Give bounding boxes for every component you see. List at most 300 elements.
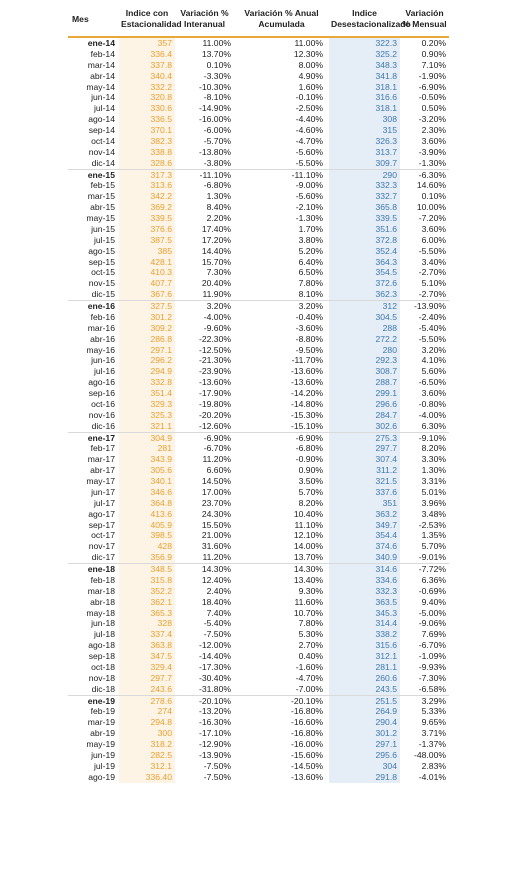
cell-mes: jul-19 xyxy=(93,760,115,771)
cell-variacion-mensual: 7.69% xyxy=(421,629,446,640)
table-row xyxy=(68,421,449,432)
cell-indice-desestacionalizado: 307.4 xyxy=(329,454,400,465)
table-row xyxy=(68,575,449,586)
cell-variacion-mensual: 6.36% xyxy=(421,574,446,585)
cell-variacion-anual-acumulada: -9.50% xyxy=(295,344,323,355)
cell-indice-con-estacionalidad: 329.4 xyxy=(119,662,175,673)
cell-variacion-mensual: -6.58% xyxy=(418,683,446,694)
cell-indice-desestacionalizado: 352.4 xyxy=(329,246,400,257)
cell-variacion-interanual: -6.80% xyxy=(203,180,231,191)
cell-variacion-anual-acumulada: 14.30% xyxy=(234,564,329,575)
cell-variacion-anual-acumulada: 8.20% xyxy=(298,497,323,508)
cell-variacion-anual-acumulada: -16.60% xyxy=(290,717,323,728)
cell-variacion-mensual: 4.10% xyxy=(421,355,446,366)
cell-variacion-anual-acumulada: 8.00% xyxy=(298,59,323,70)
cell-variacion-anual-acumulada: -5.50% xyxy=(295,157,323,168)
cell-variacion-anual-acumulada: -4.60% xyxy=(295,125,323,135)
cell-variacion-mensual: 14.60% xyxy=(416,180,446,191)
cell-indice-desestacionalizado: 348.3 xyxy=(329,60,400,71)
cell-mes: ene-16 xyxy=(68,301,119,312)
cell-indice-desestacionalizado: 275.3 xyxy=(329,432,400,443)
cell-mes: abr-19 xyxy=(90,728,115,739)
cell-indice-con-estacionalidad: 336.4 xyxy=(119,49,175,60)
cell-variacion-mensual: 9.40% xyxy=(421,596,446,607)
cell-indice-desestacionalizado: 281.1 xyxy=(329,662,400,673)
cell-indice-con-estacionalidad: 347.5 xyxy=(119,651,175,662)
cell-mes: feb-17 xyxy=(90,443,115,454)
cell-variacion-interanual: 8.40% xyxy=(206,202,231,213)
cell-indice-con-estacionalidad: 340.1 xyxy=(119,476,175,487)
cell-indice-con-estacionalidad: 339.5 xyxy=(119,213,175,224)
cell-variacion-mensual: -0.50% xyxy=(418,92,446,103)
cell-variacion-interanual: -13.80% xyxy=(198,146,231,157)
table-row xyxy=(68,684,449,695)
cell-variacion-mensual: -1.90% xyxy=(418,70,446,81)
cell-variacion-mensual: 3.20% xyxy=(421,344,446,355)
cell-variacion-mensual: -9.93% xyxy=(418,661,446,672)
cell-indice-desestacionalizado: 288 xyxy=(329,323,400,334)
cell-mes: jun-18 xyxy=(91,618,115,629)
cell-mes: ago-18 xyxy=(88,640,115,651)
cell-indice-desestacionalizado: 304 xyxy=(329,761,400,772)
cell-indice-con-estacionalidad: 340.4 xyxy=(119,71,175,82)
table-row xyxy=(68,289,449,300)
cell-indice-con-estacionalidad: 376.6 xyxy=(119,224,175,235)
cell-indice-con-estacionalidad: 352.2 xyxy=(119,586,175,597)
cell-indice-desestacionalizado: 295.6 xyxy=(329,750,400,761)
cell-indice-desestacionalizado: 365.8 xyxy=(329,202,400,213)
cell-variacion-interanual: 11.90% xyxy=(202,289,231,300)
cell-variacion-anual-acumulada: 4.90% xyxy=(298,70,323,81)
header-indice-desestacionalizado: Indice Desestacionalizado xyxy=(331,8,411,29)
cell-indice-desestacionalizado: 308 xyxy=(329,114,400,125)
cell-variacion-mensual: -5.40% xyxy=(418,322,446,333)
header-variacion-mensual: Variación % Mensual xyxy=(402,8,447,29)
cell-variacion-mensual: -9.10% xyxy=(400,432,449,443)
cell-indice-desestacionalizado: 308.7 xyxy=(329,366,400,377)
cell-variacion-mensual: 10.00% xyxy=(416,202,446,213)
cell-variacion-anual-acumulada: -13.60% xyxy=(290,366,323,377)
cell-variacion-interanual: 12.40% xyxy=(201,574,231,585)
cell-variacion-interanual: -21.30% xyxy=(198,355,231,366)
cell-variacion-mensual: -6.30% xyxy=(400,169,449,180)
table-row xyxy=(68,257,449,268)
cell-variacion-interanual: -19.80% xyxy=(198,398,231,409)
cell-variacion-anual-acumulada: -2.50% xyxy=(295,103,323,114)
cell-variacion-mensual: -1.37% xyxy=(418,739,446,749)
table-row xyxy=(68,608,449,619)
table-row xyxy=(68,202,449,213)
cell-indice-con-estacionalidad: 330.6 xyxy=(119,103,175,114)
cell-indice-desestacionalizado: 315.6 xyxy=(329,640,400,651)
cell-indice-desestacionalizado: 251.5 xyxy=(329,695,400,706)
cell-variacion-anual-acumulada: -4.70% xyxy=(295,672,323,683)
cell-indice-desestacionalizado: 321.5 xyxy=(329,476,400,487)
cell-indice-con-estacionalidad: 365.3 xyxy=(119,608,175,619)
cell-indice-con-estacionalidad: 342.2 xyxy=(119,191,175,202)
table-row xyxy=(68,345,449,356)
cell-variacion-anual-acumulada: 3.80% xyxy=(298,234,323,245)
cell-indice-con-estacionalidad: 364.8 xyxy=(119,498,175,509)
table-row xyxy=(68,49,449,60)
table-row xyxy=(68,673,449,684)
cell-variacion-mensual: 3.60% xyxy=(421,135,446,146)
cell-indice-desestacionalizado: 272.2 xyxy=(329,334,400,345)
table-row xyxy=(68,552,449,563)
table-header xyxy=(68,2,449,37)
cell-mes: abr-14 xyxy=(90,70,115,81)
cell-mes: jul-17 xyxy=(93,497,115,508)
cell-indice-con-estacionalidad: 294.9 xyxy=(119,366,175,377)
cell-indice-con-estacionalidad: 338.8 xyxy=(119,147,175,158)
cell-variacion-interanual: 7.30% xyxy=(206,267,231,278)
cell-variacion-anual-acumulada: -7.00% xyxy=(295,683,323,694)
cell-variacion-anual-acumulada: 7.80% xyxy=(298,618,323,629)
cell-variacion-mensual: -1.09% xyxy=(418,651,446,661)
cell-mes: jul-18 xyxy=(93,629,115,640)
cell-mes: may-16 xyxy=(86,344,115,355)
cell-variacion-anual-acumulada: 5.30% xyxy=(298,629,323,640)
cell-mes: oct-14 xyxy=(91,135,115,146)
cell-variacion-mensual: 5.60% xyxy=(421,366,446,377)
cell-indice-con-estacionalidad: 281 xyxy=(119,443,175,454)
cell-indice-con-estacionalidad: 356.9 xyxy=(119,552,175,563)
cell-mes: may-19 xyxy=(86,739,115,749)
cell-variacion-anual-acumulada: -11.10% xyxy=(234,169,329,180)
table-row xyxy=(68,399,449,410)
table-row xyxy=(68,432,449,443)
cell-indice-desestacionalizado: 290 xyxy=(329,169,400,180)
table-row xyxy=(68,717,449,728)
cell-mes: ene-17 xyxy=(68,432,119,443)
cell-variacion-anual-acumulada: -14.50% xyxy=(290,760,323,771)
cell-variacion-anual-acumulada: -6.80% xyxy=(295,443,323,454)
cell-variacion-anual-acumulada: -15.10% xyxy=(290,420,323,431)
cell-variacion-interanual: -23.90% xyxy=(198,366,231,377)
cell-variacion-interanual: -16.30% xyxy=(198,717,231,728)
cell-variacion-anual-acumulada: -20.10% xyxy=(234,695,329,706)
cell-indice-desestacionalizado: 288.7 xyxy=(329,377,400,388)
cell-mes: ene-18 xyxy=(68,564,119,575)
cell-variacion-interanual: -14.40% xyxy=(198,651,231,661)
cell-mes: dic-18 xyxy=(91,683,115,694)
cell-variacion-interanual: -6.90% xyxy=(175,432,234,443)
cell-variacion-anual-acumulada: 13.40% xyxy=(293,574,323,585)
cell-variacion-mensual: 3.96% xyxy=(421,497,446,508)
cell-indice-desestacionalizado: 338.2 xyxy=(329,629,400,640)
cell-variacion-anual-acumulada: 11.00% xyxy=(294,38,323,48)
cell-indice-desestacionalizado: 363.5 xyxy=(329,597,400,608)
cell-variacion-anual-acumulada: -6.90% xyxy=(234,432,329,443)
cell-indice-con-estacionalidad: 336.5 xyxy=(119,114,175,125)
cell-variacion-anual-acumulada: 11.10% xyxy=(294,519,323,530)
table-row xyxy=(68,114,449,125)
cell-variacion-anual-acumulada: -4.40% xyxy=(295,114,323,125)
cell-variacion-interanual: -12.50% xyxy=(198,344,231,355)
cell-variacion-interanual: 14.40% xyxy=(201,245,231,256)
cell-variacion-anual-acumulada: 10.70% xyxy=(293,607,323,618)
table-row xyxy=(68,60,449,71)
cell-indice-con-estacionalidad: 348.5 xyxy=(119,564,175,575)
cell-mes: ene-15 xyxy=(68,169,119,180)
cell-variacion-interanual: -14.90% xyxy=(198,103,231,114)
cell-variacion-interanual: 18.40% xyxy=(201,596,231,607)
cell-mes: mar-15 xyxy=(87,191,115,202)
cell-mes: ene-19 xyxy=(68,695,119,706)
cell-indice-con-estacionalidad: 309.2 xyxy=(119,323,175,334)
cell-mes: sep-17 xyxy=(88,519,115,530)
cell-variacion-anual-acumulada: -16.80% xyxy=(290,728,323,739)
cell-variacion-interanual: -17.10% xyxy=(198,728,231,739)
cell-indice-desestacionalizado: 354.4 xyxy=(329,530,400,541)
cell-variacion-mensual: 3.30% xyxy=(421,454,446,465)
cell-mes: dic-14 xyxy=(91,157,115,168)
cell-variacion-anual-acumulada: 3.20% xyxy=(234,301,329,312)
cell-variacion-anual-acumulada: -16.00% xyxy=(290,739,323,749)
cell-indice-desestacionalizado: 296.6 xyxy=(329,399,400,410)
cell-variacion-interanual: -13.20% xyxy=(198,706,231,717)
cell-indice-con-estacionalidad: 337.8 xyxy=(119,60,175,71)
table-row xyxy=(68,564,449,575)
cell-variacion-interanual: -30.40% xyxy=(198,672,231,683)
cell-mes: jun-17 xyxy=(91,486,115,497)
cell-variacion-mensual: 0.50% xyxy=(421,103,446,114)
cell-variacion-interanual: 2.20% xyxy=(206,213,231,223)
cell-indice-desestacionalizado: 351 xyxy=(329,498,400,509)
cell-variacion-anual-acumulada: 0.40% xyxy=(298,651,323,661)
cell-variacion-interanual: -6.70% xyxy=(203,443,231,454)
cell-mes: jun-14 xyxy=(91,92,115,103)
cell-indice-con-estacionalidad: 382.3 xyxy=(119,136,175,147)
cell-indice-con-estacionalidad: 428.1 xyxy=(119,257,175,268)
cell-variacion-anual-acumulada: 5.70% xyxy=(298,486,323,497)
cell-indice-con-estacionalidad: 370.1 xyxy=(119,125,175,136)
cell-variacion-anual-acumulada: 6.50% xyxy=(298,267,323,278)
table-row xyxy=(68,739,449,750)
cell-variacion-anual-acumulada: -4.70% xyxy=(295,135,323,146)
cell-indice-desestacionalizado: 337.6 xyxy=(329,487,400,498)
cell-variacion-mensual: 0.20% xyxy=(421,38,446,48)
table-row xyxy=(68,388,449,399)
cell-indice-con-estacionalidad: 286.8 xyxy=(119,334,175,345)
cell-indice-desestacionalizado: 304.5 xyxy=(329,312,400,323)
cell-variacion-anual-acumulada: 5.20% xyxy=(298,245,323,256)
cell-variacion-mensual: 2.83% xyxy=(421,760,446,771)
cell-variacion-mensual: -2.70% xyxy=(418,267,446,278)
cell-variacion-interanual: 15.50% xyxy=(201,519,231,530)
cell-variacion-mensual: -0.69% xyxy=(418,585,446,596)
cell-mes: jun-19 xyxy=(91,749,115,760)
cell-variacion-mensual: -9.01% xyxy=(418,552,446,563)
cell-indice-con-estacionalidad: 410.3 xyxy=(119,267,175,278)
cell-indice-con-estacionalidad: 385 xyxy=(119,246,175,257)
cell-mes: jun-16 xyxy=(91,355,115,366)
cell-mes: ago-16 xyxy=(88,377,115,388)
cell-mes: jul-14 xyxy=(93,103,115,114)
table-row xyxy=(68,541,449,552)
cell-indice-con-estacionalidad: 318.2 xyxy=(119,739,175,750)
cell-variacion-mensual: -4.00% xyxy=(418,409,446,420)
table-row xyxy=(68,750,449,761)
cell-variacion-interanual: -13.90% xyxy=(198,749,231,760)
cell-indice-con-estacionalidad: 398.5 xyxy=(119,530,175,541)
cell-variacion-mensual: 3.31% xyxy=(421,476,446,486)
cell-mes: mar-16 xyxy=(87,322,115,333)
cell-variacion-interanual: -7.50% xyxy=(203,760,231,771)
cell-variacion-interanual: -3.80% xyxy=(203,157,231,168)
cell-variacion-interanual: -8.10% xyxy=(203,92,231,103)
cell-variacion-mensual: -6.50% xyxy=(418,377,446,388)
cell-variacion-interanual: -20.20% xyxy=(198,409,231,420)
cell-indice-desestacionalizado: 364.3 xyxy=(329,257,400,268)
cell-mes: dic-17 xyxy=(91,552,115,563)
table-row xyxy=(68,147,449,158)
cell-variacion-interanual: -11.10% xyxy=(175,169,234,180)
table-row xyxy=(68,772,449,783)
cell-variacion-mensual: -7.30% xyxy=(418,672,446,683)
cell-indice-con-estacionalidad: 315.8 xyxy=(119,575,175,586)
table-row xyxy=(68,629,449,640)
cell-variacion-mensual: -5.50% xyxy=(418,333,446,344)
cell-indice-con-estacionalidad: 407.7 xyxy=(119,278,175,289)
table-row xyxy=(68,191,449,202)
cell-indice-desestacionalizado: 297.7 xyxy=(329,443,400,454)
cell-indice-desestacionalizado: 345.3 xyxy=(329,608,400,619)
table-row xyxy=(68,82,449,93)
cell-indice-con-estacionalidad: 328.6 xyxy=(119,158,175,169)
table-row xyxy=(68,213,449,224)
cell-indice-con-estacionalidad: 294.8 xyxy=(119,717,175,728)
cell-mes: nov-15 xyxy=(88,278,115,289)
cell-indice-desestacionalizado: 334.6 xyxy=(329,575,400,586)
cell-indice-con-estacionalidad: 343.9 xyxy=(119,454,175,465)
cell-variacion-mensual: 5.10% xyxy=(421,278,446,289)
table-row xyxy=(68,136,449,147)
table-row xyxy=(68,355,449,366)
cell-indice-desestacionalizado: 363.2 xyxy=(329,509,400,520)
cell-variacion-anual-acumulada: 13.70% xyxy=(293,552,323,563)
cell-indice-con-estacionalidad: 428 xyxy=(119,541,175,552)
cell-mes: may-17 xyxy=(86,476,115,486)
cell-variacion-interanual: 21.00% xyxy=(201,530,231,541)
cell-variacion-anual-acumulada: 14.00% xyxy=(293,541,323,552)
data-table xyxy=(68,2,449,783)
cell-variacion-interanual: -12.90% xyxy=(198,739,231,749)
cell-variacion-interanual: 2.40% xyxy=(206,585,231,596)
cell-variacion-interanual: 15.70% xyxy=(201,256,231,267)
cell-variacion-anual-acumulada: 9.30% xyxy=(298,585,323,596)
cell-indice-desestacionalizado: 332.3 xyxy=(329,586,400,597)
cell-variacion-mensual: 6.00% xyxy=(421,234,446,245)
cell-indice-desestacionalizado: 292.3 xyxy=(329,355,400,366)
cell-indice-con-estacionalidad: 321.1 xyxy=(119,421,175,432)
cell-variacion-mensual: 7.10% xyxy=(421,59,446,70)
table-body xyxy=(68,37,449,783)
cell-variacion-anual-acumulada: 10.40% xyxy=(293,508,323,519)
cell-variacion-mensual: -2.53% xyxy=(418,519,446,530)
cell-variacion-anual-acumulada: -5.60% xyxy=(295,146,323,157)
cell-mes: sep-18 xyxy=(88,651,115,661)
cell-indice-con-estacionalidad: 332.8 xyxy=(119,377,175,388)
table-row xyxy=(68,706,449,717)
cell-indice-desestacionalizado: 311.2 xyxy=(329,465,400,476)
cell-mes: abr-18 xyxy=(90,596,115,607)
cell-variacion-mensual: 5.01% xyxy=(421,486,446,497)
cell-indice-con-estacionalidad: 357 xyxy=(119,37,175,49)
cell-indice-con-estacionalidad: 351.4 xyxy=(119,388,175,399)
cell-variacion-anual-acumulada: 8.10% xyxy=(298,289,323,300)
cell-variacion-anual-acumulada: -5.60% xyxy=(295,191,323,202)
cell-variacion-mensual: -5.00% xyxy=(418,607,446,618)
cell-indice-desestacionalizado: 341.8 xyxy=(329,71,400,82)
cell-indice-desestacionalizado: 301.2 xyxy=(329,728,400,739)
cell-variacion-mensual: 3.29% xyxy=(400,695,449,706)
cell-variacion-anual-acumulada: -15.30% xyxy=(290,409,323,420)
cell-variacion-interanual: -9.60% xyxy=(203,322,231,333)
cell-variacion-mensual: 8.20% xyxy=(421,443,446,454)
cell-variacion-mensual: 0.10% xyxy=(421,191,446,202)
cell-indice-desestacionalizado: 312.1 xyxy=(329,651,400,662)
cell-indice-con-estacionalidad: 305.6 xyxy=(119,465,175,476)
table-row xyxy=(68,312,449,323)
cell-variacion-anual-acumulada: 3.50% xyxy=(298,476,323,486)
cell-variacion-interanual: -20.10% xyxy=(175,695,234,706)
cell-mes: nov-16 xyxy=(88,409,115,420)
table-row xyxy=(68,662,449,673)
cell-variacion-mensual: -6.90% xyxy=(418,81,446,92)
cell-variacion-interanual: 11.00% xyxy=(202,38,231,48)
cell-variacion-anual-acumulada: -14.80% xyxy=(290,398,323,409)
cell-indice-desestacionalizado: 313.7 xyxy=(329,147,400,158)
cell-indice-desestacionalizado: 372.6 xyxy=(329,278,400,289)
cell-indice-desestacionalizado: 326.3 xyxy=(329,136,400,147)
cell-variacion-interanual: 13.70% xyxy=(201,48,231,59)
table-row xyxy=(68,465,449,476)
cell-mes: ago-15 xyxy=(88,245,115,256)
cell-indice-con-estacionalidad: 312.1 xyxy=(119,761,175,772)
cell-indice-desestacionalizado: 312 xyxy=(329,301,400,312)
cell-mes: feb-18 xyxy=(90,574,115,585)
cell-indice-con-estacionalidad: 327.5 xyxy=(119,301,175,312)
table-row xyxy=(68,246,449,257)
cell-variacion-anual-acumulada: -2.10% xyxy=(295,202,323,213)
table-row xyxy=(68,487,449,498)
table-row xyxy=(68,301,449,312)
cell-variacion-interanual: 7.40% xyxy=(206,607,231,618)
table-row xyxy=(68,92,449,103)
cell-mes: abr-16 xyxy=(90,333,115,344)
cell-variacion-mensual: -4.01% xyxy=(418,771,446,782)
cell-mes: sep-14 xyxy=(88,125,115,135)
cell-indice-con-estacionalidad: 413.6 xyxy=(119,509,175,520)
header-indice-con-estacionalidad: Indice con Estacionalidad xyxy=(121,8,182,29)
cell-mes: oct-17 xyxy=(91,530,115,541)
cell-indice-desestacionalizado: 314.4 xyxy=(329,618,400,629)
cell-variacion-anual-acumulada: -3.60% xyxy=(295,322,323,333)
table-row xyxy=(68,410,449,421)
cell-variacion-interanual: 1.30% xyxy=(206,191,231,202)
cell-mes: jul-15 xyxy=(93,234,115,245)
cell-variacion-anual-acumulada: -0.40% xyxy=(295,311,323,322)
cell-variacion-interanual: -4.00% xyxy=(203,311,231,322)
cell-variacion-mensual: -3.90% xyxy=(418,146,446,157)
cell-indice-desestacionalizado: 297.1 xyxy=(329,739,400,750)
cell-mes: ago-17 xyxy=(88,508,115,519)
cell-mes: mar-18 xyxy=(87,585,115,596)
cell-variacion-interanual: -5.40% xyxy=(203,618,231,629)
cell-variacion-anual-acumulada: 12.30% xyxy=(293,48,323,59)
cell-indice-con-estacionalidad: 332.2 xyxy=(119,82,175,93)
